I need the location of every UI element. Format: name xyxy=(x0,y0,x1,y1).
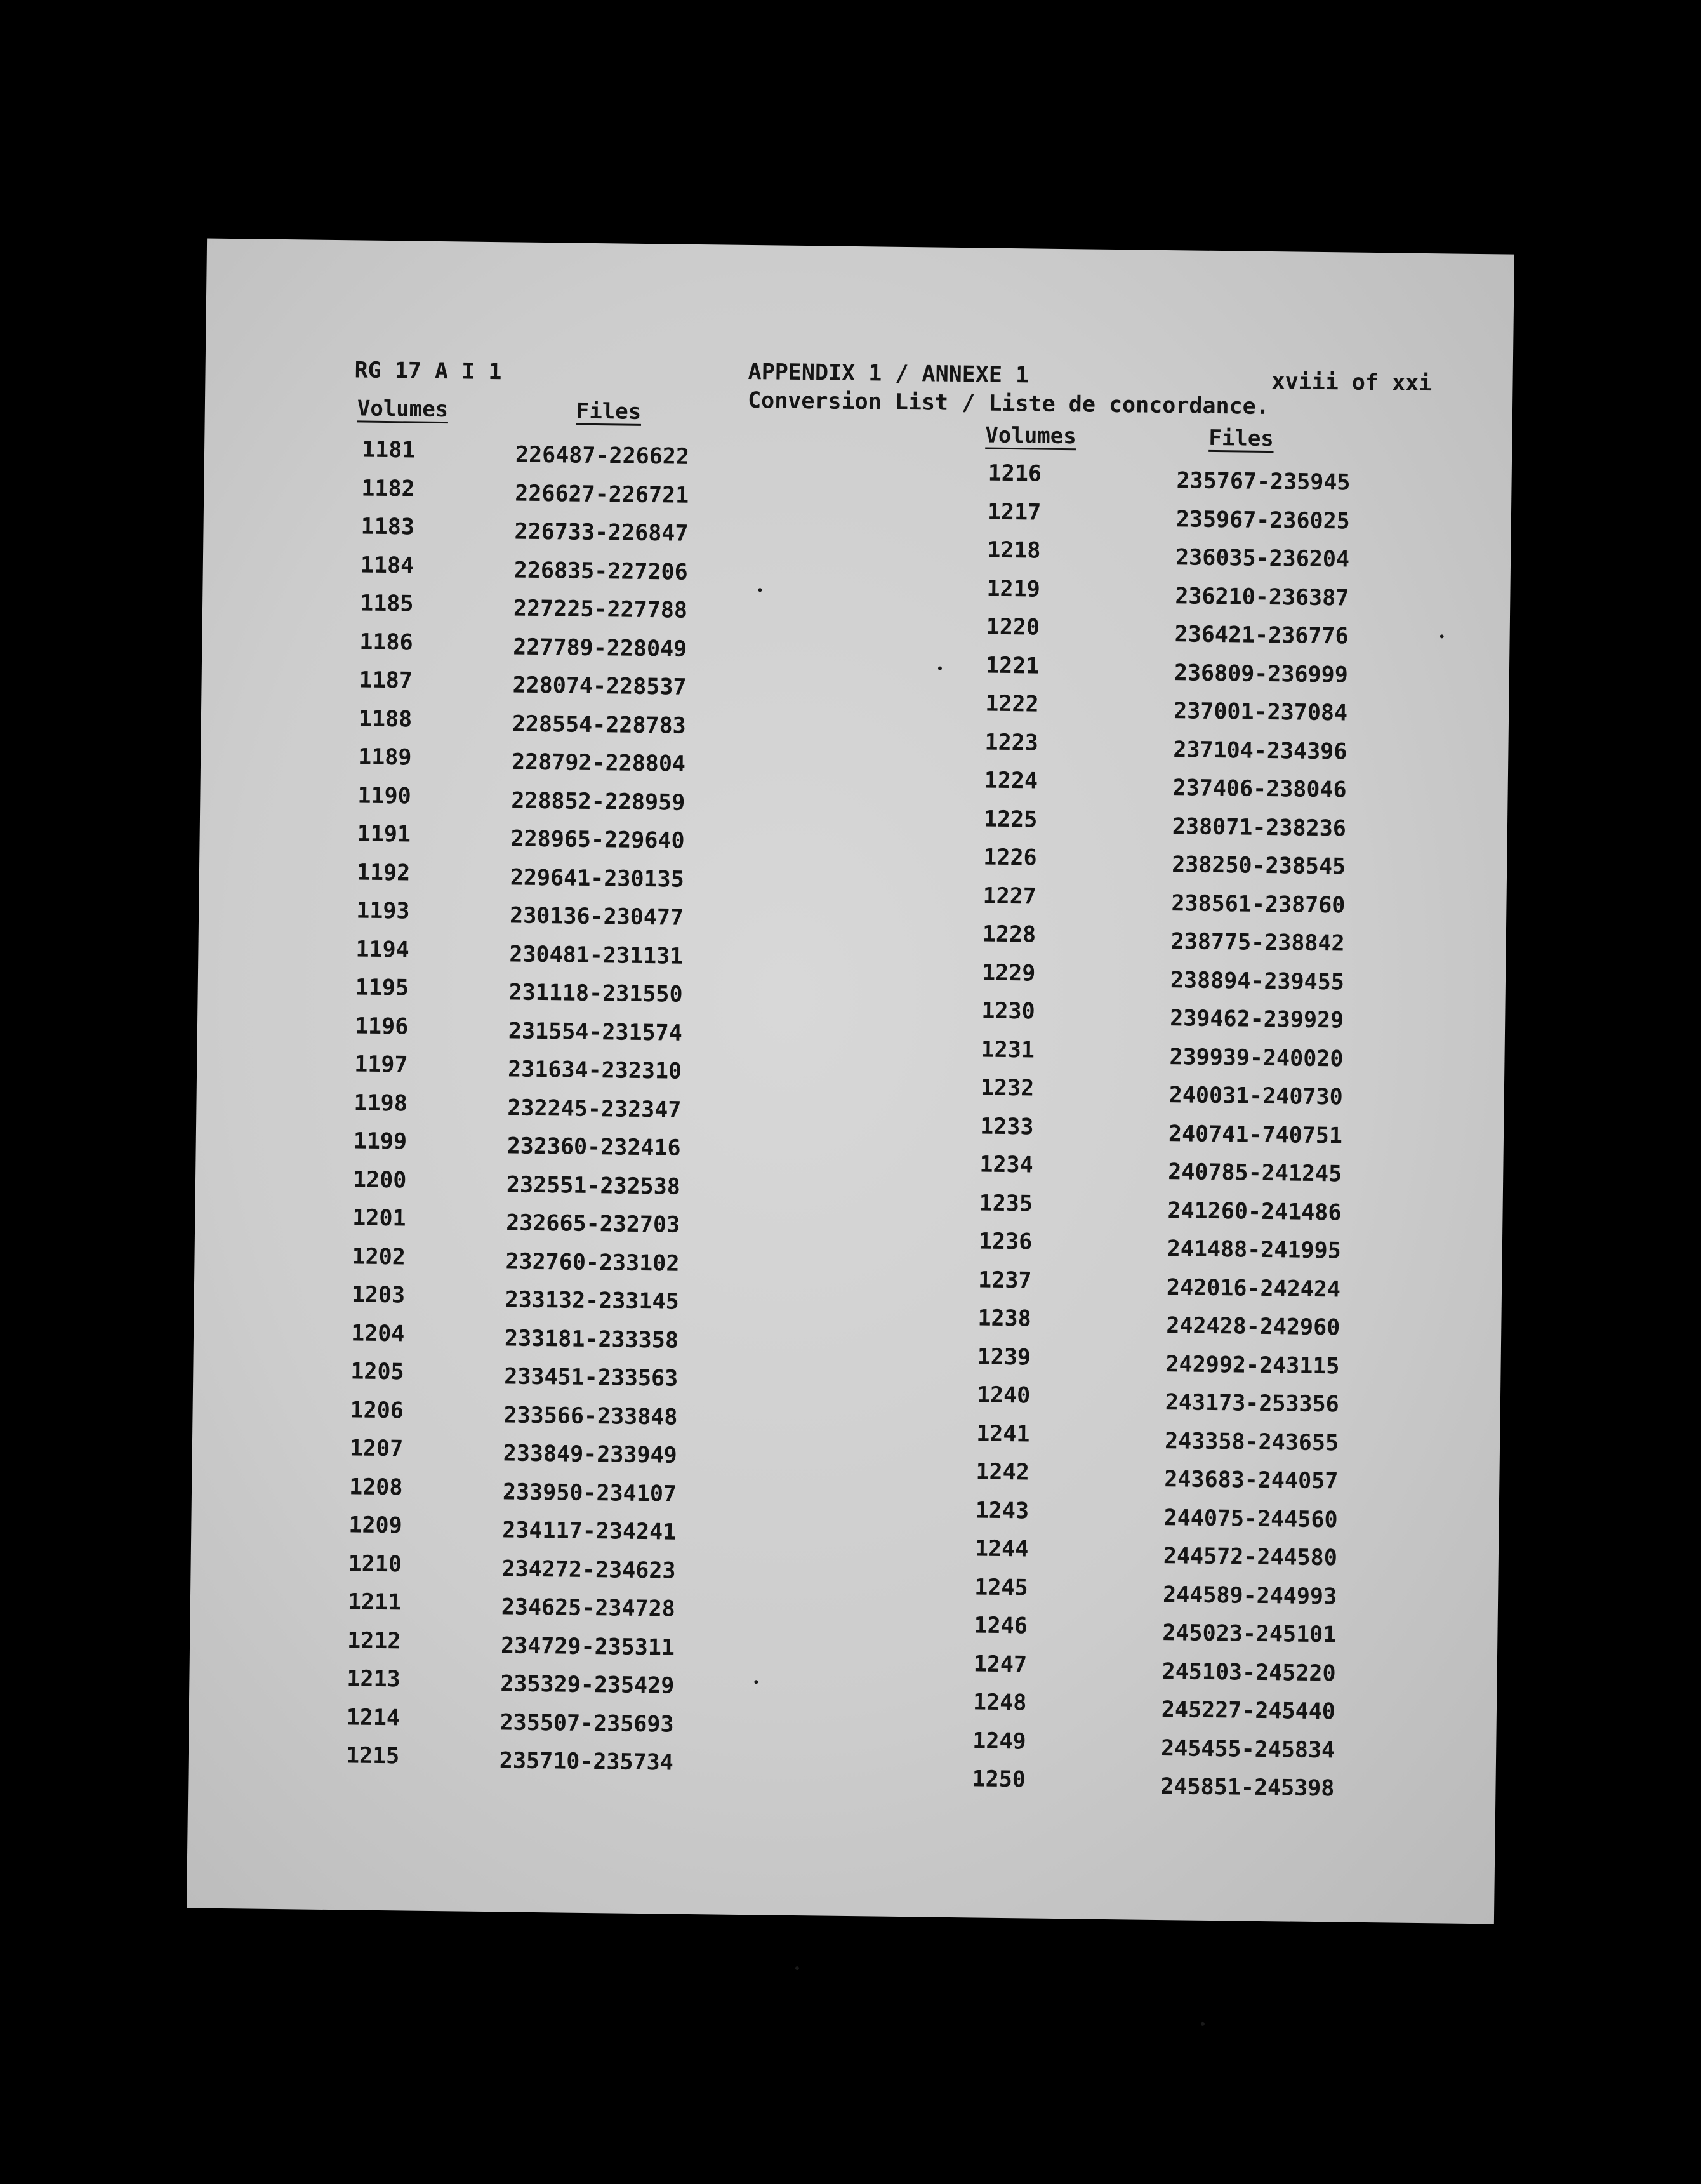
volume-number: 1250 xyxy=(972,1766,1026,1793)
file-range: 241260-241486 xyxy=(1167,1197,1342,1225)
ink-speck xyxy=(1201,2022,1205,2026)
volume-number: 1194 xyxy=(355,936,410,962)
volume-number: 1182 xyxy=(361,476,415,502)
left-volumes-header: Volumes xyxy=(357,396,449,423)
file-range: 238775-238842 xyxy=(1170,929,1345,957)
file-range: 231118-231550 xyxy=(508,980,683,1008)
volume-number: 1186 xyxy=(359,629,413,656)
volume-number: 1228 xyxy=(982,921,1036,948)
volume-number: 1205 xyxy=(350,1359,404,1385)
file-range: 243683-244057 xyxy=(1164,1467,1339,1495)
file-range: 237001-237084 xyxy=(1173,698,1348,726)
left-files-column xyxy=(500,436,690,1782)
volume-number: 1191 xyxy=(357,821,411,848)
file-range: 245023-245101 xyxy=(1162,1620,1337,1648)
file-range: 245227-245440 xyxy=(1161,1697,1336,1725)
file-range: 235967-236025 xyxy=(1175,506,1351,535)
volume-number: 1184 xyxy=(360,552,414,579)
page-number: xviii of xxi xyxy=(1271,369,1433,397)
volume-number: 1202 xyxy=(352,1243,406,1270)
volume-number: 1246 xyxy=(974,1613,1028,1639)
file-range: 238250-238545 xyxy=(1171,852,1346,880)
file-range: 232551-232538 xyxy=(506,1171,681,1200)
volume-number: 1206 xyxy=(350,1397,404,1423)
right-files-column xyxy=(1160,462,1351,1808)
volume-number: 1203 xyxy=(351,1282,406,1308)
left-volume-column xyxy=(346,431,416,1776)
volume-number: 1222 xyxy=(985,691,1039,717)
file-range: 234729-235311 xyxy=(500,1632,675,1661)
file-range: 244572-244580 xyxy=(1163,1543,1338,1571)
file-range: 231554-231574 xyxy=(508,1018,683,1046)
file-range: 226835-227206 xyxy=(513,557,688,585)
ink-speck xyxy=(1440,634,1444,638)
file-range: 226627-226721 xyxy=(515,480,689,509)
volume-number: 1208 xyxy=(348,1474,403,1500)
file-range: 237406-238046 xyxy=(1172,775,1347,803)
volume-number: 1230 xyxy=(981,998,1035,1025)
volume-number: 1195 xyxy=(355,975,409,1001)
file-range: 226733-226847 xyxy=(514,519,689,547)
file-range: 238071-238236 xyxy=(1172,813,1347,842)
file-range: 242016-242424 xyxy=(1166,1274,1341,1302)
right-files-header: Files xyxy=(1208,425,1274,452)
right-volumes-header: Volumes xyxy=(985,422,1076,449)
volume-number: 1223 xyxy=(984,729,1039,756)
file-range: 235329-235429 xyxy=(500,1671,675,1699)
conversion-list-title: Conversion List / Liste de concordance. xyxy=(747,387,1270,420)
volume-number: 1198 xyxy=(354,1089,408,1116)
volume-number: 1242 xyxy=(976,1459,1030,1486)
volume-number: 1201 xyxy=(352,1205,406,1232)
file-range: 244075-244560 xyxy=(1163,1505,1338,1533)
volume-number: 1204 xyxy=(350,1320,405,1347)
volume-number: 1244 xyxy=(974,1536,1029,1562)
volume-number: 1197 xyxy=(354,1051,408,1078)
file-range: 245455-245834 xyxy=(1160,1735,1335,1763)
file-range: 236210-236387 xyxy=(1175,583,1349,611)
ink-speck xyxy=(938,667,942,670)
file-range: 230481-231131 xyxy=(509,941,684,969)
file-range: 245851-245398 xyxy=(1160,1774,1335,1802)
file-range: 244589-244993 xyxy=(1162,1581,1337,1609)
volume-number: 1241 xyxy=(976,1420,1030,1447)
volume-number: 1236 xyxy=(978,1228,1033,1255)
file-range: 229641-230135 xyxy=(510,864,685,893)
volume-number: 1193 xyxy=(355,898,410,924)
file-range: 233181-233358 xyxy=(504,1325,679,1354)
file-range: 238894-239455 xyxy=(1170,967,1345,995)
file-range: 240031-240730 xyxy=(1168,1082,1343,1110)
file-range: 228965-229640 xyxy=(510,826,685,854)
file-range: 227225-227788 xyxy=(513,596,688,623)
volume-number: 1181 xyxy=(361,437,416,463)
volume-number: 1207 xyxy=(349,1435,404,1462)
volume-number: 1231 xyxy=(981,1037,1035,1063)
volume-number: 1183 xyxy=(361,514,415,540)
file-range: 245103-245220 xyxy=(1162,1658,1336,1686)
volume-number: 1226 xyxy=(983,844,1037,871)
file-range: 243358-243655 xyxy=(1164,1428,1339,1456)
file-range: 237104-234396 xyxy=(1173,736,1347,765)
volume-number: 1227 xyxy=(983,883,1037,910)
volume-number: 1209 xyxy=(348,1512,402,1539)
file-range: 233132-233145 xyxy=(505,1287,679,1315)
file-range: 232760-233102 xyxy=(505,1248,680,1277)
volume-number: 1234 xyxy=(979,1152,1033,1178)
appendix-title: APPENDIX 1 / ANNEXE 1 xyxy=(748,359,1029,389)
file-range: 234117-234241 xyxy=(502,1517,677,1545)
volume-number: 1224 xyxy=(984,768,1038,794)
volume-number: 1247 xyxy=(973,1651,1028,1677)
volume-number: 1237 xyxy=(977,1267,1032,1294)
file-range: 233849-233949 xyxy=(503,1441,677,1468)
volume-number: 1240 xyxy=(976,1382,1031,1409)
file-range: 233451-233563 xyxy=(504,1364,678,1392)
file-range: 228852-228959 xyxy=(511,787,685,816)
file-range: 234272-234623 xyxy=(501,1555,676,1584)
file-range: 239939-240020 xyxy=(1169,1044,1344,1072)
volume-number: 1214 xyxy=(346,1704,400,1731)
volume-number: 1185 xyxy=(359,590,414,617)
file-range: 228792-228804 xyxy=(511,749,686,777)
file-range: 235507-235693 xyxy=(500,1709,674,1738)
volume-number: 1239 xyxy=(977,1343,1031,1371)
file-range: 243173-253356 xyxy=(1165,1390,1340,1418)
file-range: 233566-233848 xyxy=(503,1402,678,1430)
volume-number: 1196 xyxy=(354,1013,409,1039)
volume-number: 1216 xyxy=(988,460,1042,487)
right-volume-column xyxy=(972,455,1042,1799)
volume-number: 1215 xyxy=(345,1743,400,1769)
file-range: 232360-232416 xyxy=(506,1133,681,1161)
volume-number: 1217 xyxy=(987,499,1042,526)
volume-number: 1221 xyxy=(985,653,1040,679)
volume-number: 1235 xyxy=(979,1190,1033,1217)
volume-number: 1213 xyxy=(347,1666,400,1693)
file-range: 226487-226622 xyxy=(515,442,690,470)
file-range: 232245-232347 xyxy=(507,1095,682,1123)
volume-number: 1238 xyxy=(977,1305,1031,1332)
file-range: 236421-236776 xyxy=(1174,622,1349,649)
file-range: 233950-234107 xyxy=(502,1479,677,1507)
file-range: 235710-235734 xyxy=(499,1748,674,1776)
volume-number: 1211 xyxy=(347,1589,402,1616)
volume-number: 1192 xyxy=(356,859,411,886)
file-range: 242428-242960 xyxy=(1166,1313,1340,1341)
file-range: 239462-239929 xyxy=(1170,1006,1344,1034)
left-files-header: Files xyxy=(576,398,642,425)
volume-number: 1199 xyxy=(353,1128,407,1155)
ink-speck xyxy=(795,1966,799,1970)
volume-number: 1232 xyxy=(980,1075,1035,1102)
volume-number: 1212 xyxy=(347,1627,401,1654)
file-range: 231634-232310 xyxy=(507,1056,682,1084)
ink-speck xyxy=(754,1680,758,1684)
record-group-label: RG 17 A I 1 xyxy=(354,357,502,385)
file-range: 234625-234728 xyxy=(501,1594,676,1622)
file-range: 227789-228049 xyxy=(513,634,687,662)
file-range: 241488-241995 xyxy=(1167,1236,1341,1264)
file-range: 236035-236204 xyxy=(1175,545,1350,573)
volume-number: 1229 xyxy=(981,960,1036,987)
volume-number: 1200 xyxy=(352,1166,407,1193)
file-range: 232665-232703 xyxy=(505,1210,680,1238)
volume-number: 1249 xyxy=(972,1728,1026,1754)
volume-number: 1225 xyxy=(983,806,1038,833)
volume-number: 1187 xyxy=(359,667,413,694)
volume-number: 1248 xyxy=(972,1689,1027,1716)
file-range: 240741-740751 xyxy=(1168,1121,1343,1149)
file-range: 235767-235945 xyxy=(1176,468,1351,496)
volume-number: 1189 xyxy=(357,744,412,771)
volume-number: 1190 xyxy=(357,782,411,809)
file-range: 242992-243115 xyxy=(1165,1351,1340,1379)
volume-number: 1188 xyxy=(358,705,413,733)
ink-speck xyxy=(758,588,762,592)
file-range: 228554-228783 xyxy=(512,710,687,739)
file-range: 238561-238760 xyxy=(1171,890,1346,918)
volume-number: 1210 xyxy=(348,1550,402,1577)
file-range: 230136-230477 xyxy=(509,903,684,931)
volume-number: 1220 xyxy=(986,614,1040,641)
file-range: 236809-236999 xyxy=(1174,660,1349,688)
volume-number: 1219 xyxy=(986,576,1041,603)
file-range: 240785-241245 xyxy=(1168,1159,1342,1187)
file-range: 228074-228537 xyxy=(512,672,687,700)
volume-number: 1233 xyxy=(979,1114,1034,1140)
volume-number: 1245 xyxy=(974,1574,1028,1601)
document-page xyxy=(187,239,1514,1924)
volume-number: 1218 xyxy=(986,537,1041,564)
volume-number: 1243 xyxy=(975,1497,1029,1524)
